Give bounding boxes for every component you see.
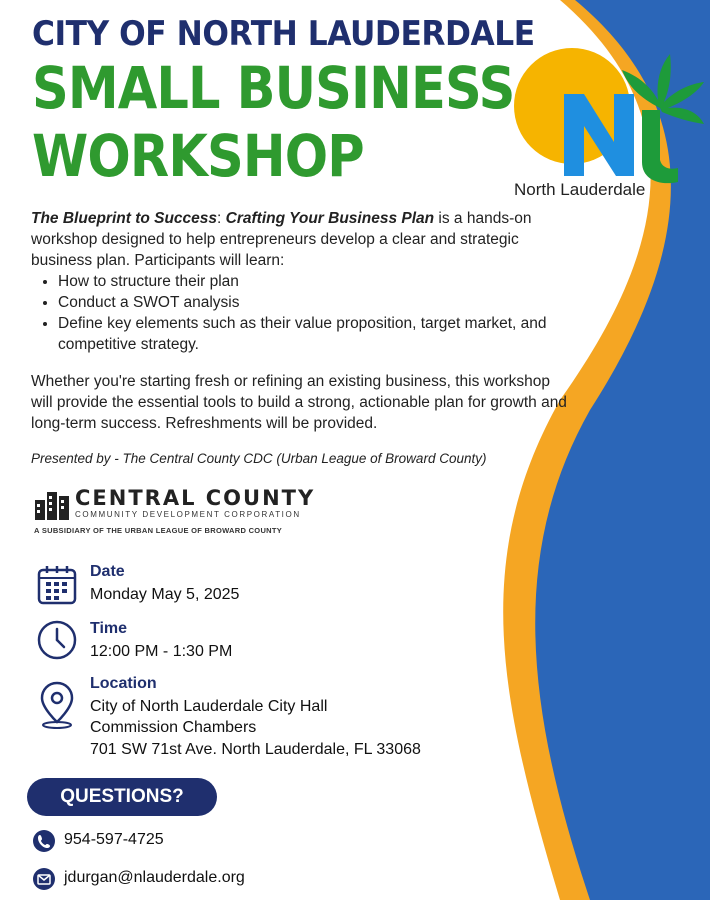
palm-leaves-icon: [622, 54, 704, 124]
ccdc-name: CENTRAL COUNTY: [75, 486, 316, 510]
north-lauderdale-logo: [510, 46, 705, 206]
workshop-title-part2: Crafting Your Business Plan: [225, 210, 435, 227]
calendar-icon: [36, 564, 78, 606]
logo-text: North Lauderdale: [514, 180, 646, 199]
learn-item: • Define key elements such as their value proposition, target market, and competitive strategy.: [58, 313, 578, 355]
learn-list: [38, 271, 578, 355]
workshop-title-sep: :: [217, 210, 226, 227]
intro-text: is a hands-on workshop designed to help entrepreneurs develop a clear and strategic business plan. Participants will learn:: [31, 210, 532, 269]
time-value: 12:00 PM - 1:30 PM: [90, 643, 233, 660]
location-line-2: Commission Chambers: [90, 719, 257, 736]
location-line-3: 701 SW 71st Ave. North Lauderdale, FL 33068: [90, 741, 421, 758]
title-line-2: WORKSHOP: [32, 122, 364, 190]
learn-item: • How to structure their plan: [58, 271, 578, 292]
building-icon: [34, 488, 70, 522]
learn-item: • Conduct a SWOT analysis: [58, 292, 578, 313]
date-label: Date: [90, 563, 125, 580]
questions-banner: QUESTIONS?: [27, 778, 217, 816]
presented-by: Presented by - The Central County CDC (Urban League of Broward County): [31, 451, 487, 466]
time-label: Time: [90, 620, 128, 637]
ccdc-tagline: A SUBSIDIARY OF THE URBAN LEAGUE OF BROWARD COUNTY: [34, 526, 283, 535]
location-label: Location: [90, 675, 157, 692]
description-paragraph: Whether you're starting fresh or refining an existing business, this workshop will provide the essential tools to build a strong, actionable plan for growth and long-term success. Refreshments will be provided.: [31, 373, 567, 432]
workshop-title-part1: The Blueprint to Success: [31, 210, 218, 227]
ccdc-subtitle: COMMUNITY DEVELOPMENT CORPORATION: [75, 510, 301, 519]
title-line-1: SMALL BUSINESS: [32, 54, 515, 122]
email-icon: [33, 868, 55, 890]
central-county-logo: [34, 486, 324, 538]
clock-icon: [36, 619, 78, 661]
intro-paragraph: [31, 208, 571, 271]
city-heading: CITY OF NORTH LAUDERDALE: [32, 14, 535, 54]
phone-number[interactable]: 954-597-4725: [64, 831, 164, 848]
email-address[interactable]: jdurgan@nlauderdale.org: [64, 869, 245, 886]
phone-icon: [33, 830, 55, 852]
date-value: Monday May 5, 2025: [90, 586, 240, 603]
location-line-1: City of North Lauderdale City Hall: [90, 698, 328, 715]
logo-letter-l: [642, 110, 678, 183]
logo-graphic: [510, 46, 705, 186]
location-pin-icon: [36, 680, 78, 730]
